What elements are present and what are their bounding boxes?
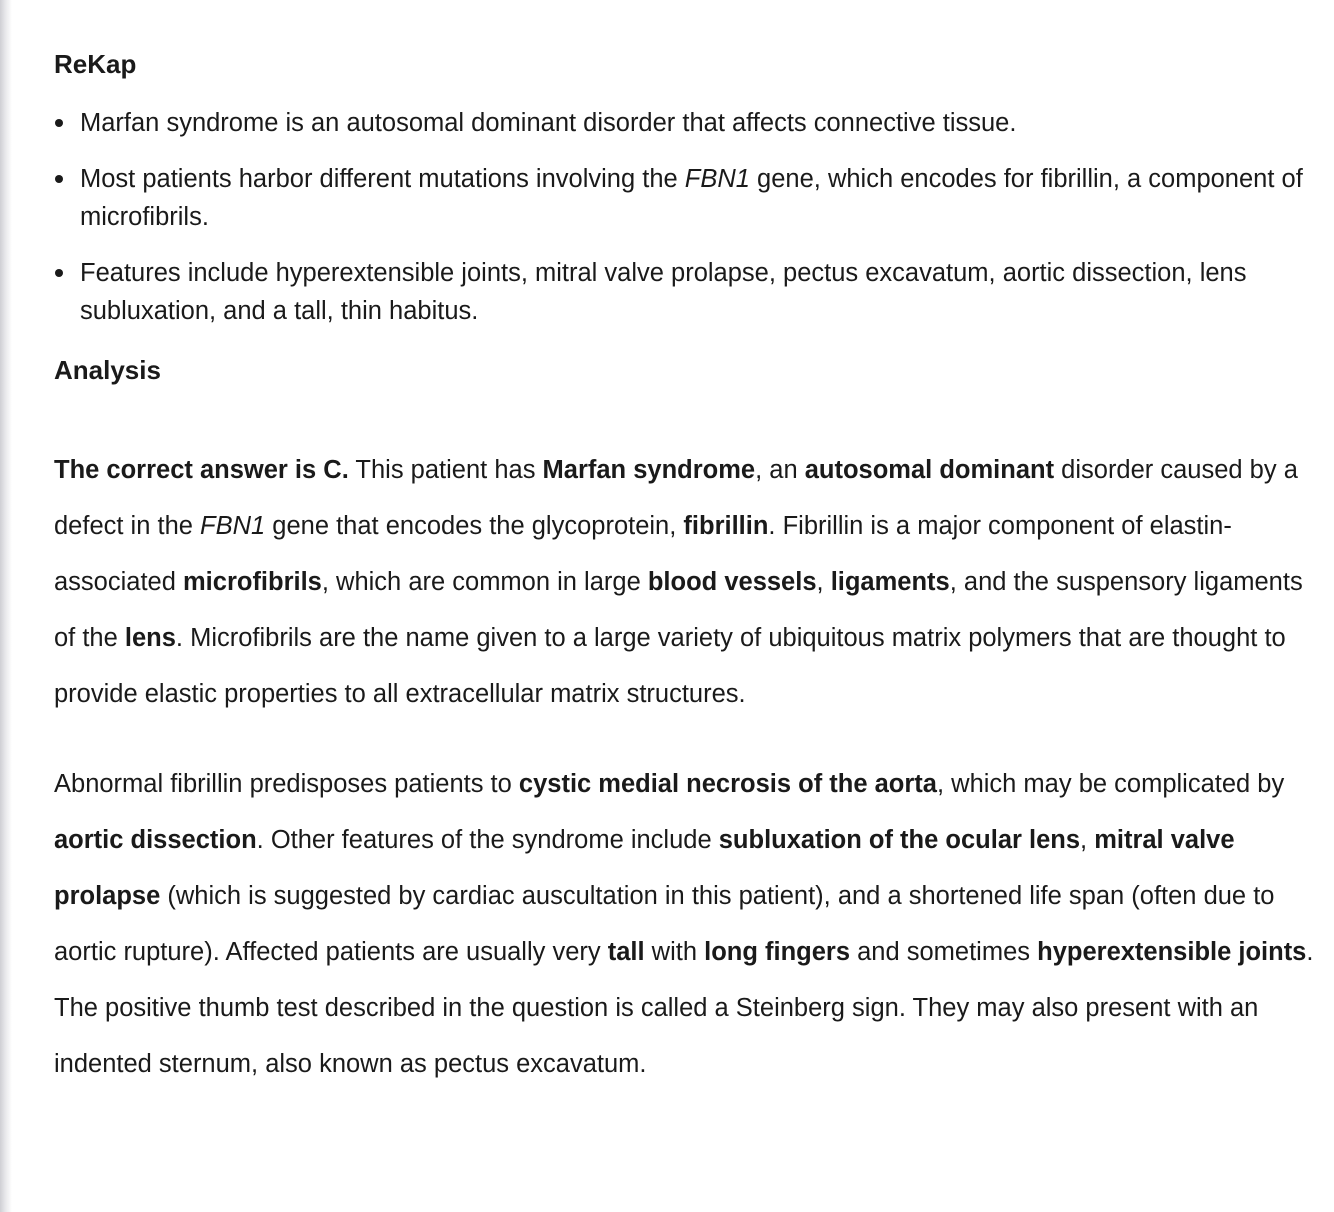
rekap-bullet-text xyxy=(80,109,1016,137)
text-run: Abnormal fibrillin predisposes patients to xyxy=(54,770,519,798)
emphasis-text: Marfan syndrome xyxy=(542,456,756,484)
rekap-bullet-2 xyxy=(54,160,1316,236)
rekap-bullet-3 xyxy=(54,254,1316,330)
text-run: Most patients harbor different mutations involving the xyxy=(80,165,685,193)
text-run: , which are common in large xyxy=(321,568,648,596)
rekap-bullet-text xyxy=(80,165,1303,231)
analysis-paragraph-1 xyxy=(54,442,1316,722)
rekap-heading: ReKap xyxy=(54,49,137,79)
gene-name-text: FBN1 xyxy=(684,165,750,193)
bullet-icon xyxy=(55,175,63,183)
rekap-bullet-1 xyxy=(54,104,1316,142)
bullet-icon xyxy=(55,119,63,127)
emphasis-text: autosomal dominant xyxy=(804,456,1055,484)
window-edge-shadow xyxy=(0,0,12,1212)
rekap-list xyxy=(54,104,1316,330)
text-run: . The positive thumb test described in the question is called a Steinberg sign. They may also present with an indented sternum, also known as pectus excavatum. xyxy=(54,938,1314,1078)
text-run: (which is suggested by cardiac auscultation in this patient), and a shortened life span (often due to aortic rupture). Affected patients are usually very xyxy=(54,882,1275,966)
text-run: , xyxy=(816,568,831,596)
emphasis-text: long fingers xyxy=(704,938,851,966)
emphasis-text: microfibrils xyxy=(183,568,322,596)
text-run: , an xyxy=(755,456,805,484)
analysis-paragraph-2 xyxy=(54,756,1316,1092)
text-run: . Fibrillin is a major component of elastin-associated xyxy=(54,512,1232,596)
text-run: disorder caused by a defect in the xyxy=(54,456,1298,540)
emphasis-text: subluxation of the ocular lens xyxy=(718,826,1081,854)
emphasis-text: aortic dissection xyxy=(54,826,257,854)
analysis-heading: Analysis xyxy=(54,355,161,385)
emphasis-text: tall xyxy=(607,938,645,966)
emphasis-text: hyperextensible joints xyxy=(1037,938,1307,966)
emphasis-text: cystic medial necrosis of the aorta xyxy=(518,770,937,798)
text-run: , xyxy=(1080,826,1095,854)
text-run: gene that encodes the glycoprotein, xyxy=(265,512,684,540)
emphasis-text: lens xyxy=(124,624,176,652)
text-run: and sometimes xyxy=(850,938,1038,966)
emphasis-text: fibrillin xyxy=(683,512,769,540)
emphasis-text: blood vessels xyxy=(647,568,817,596)
text-run: gene, which encodes for fibrillin, a component of microfibrils. xyxy=(80,165,1303,231)
text-run: This patient has xyxy=(348,456,543,484)
text-run: , which may be complicated by xyxy=(936,770,1285,798)
emphasis-text: The correct answer is C. xyxy=(54,456,349,484)
gene-name-text: FBN1 xyxy=(200,512,266,540)
text-run: . Microfibrils are the name given to a large variety of ubiquitous matrix polymers that are thought to provide elastic properties to all extracellular matrix structures. xyxy=(54,624,1286,708)
bullet-icon xyxy=(55,269,63,277)
rekap-bullet-text xyxy=(80,259,1247,325)
text-run: . Other features of the syndrome include xyxy=(256,826,719,854)
text-run: Marfan syndrome is an autosomal dominant disorder that affects connective tissue. xyxy=(80,109,1017,137)
text-run: with xyxy=(644,938,705,966)
explanation-content xyxy=(54,46,1316,1092)
emphasis-text: mitral valve prolapse xyxy=(54,826,1235,910)
text-run: , and the suspensory ligaments of the xyxy=(54,568,1303,652)
emphasis-text: ligaments xyxy=(830,568,950,596)
text-run: Features include hyperextensible joints, mitral valve prolapse, pectus excavatum, aortic dissection, lens subluxation, and a tall, thin habitus. xyxy=(80,259,1247,325)
